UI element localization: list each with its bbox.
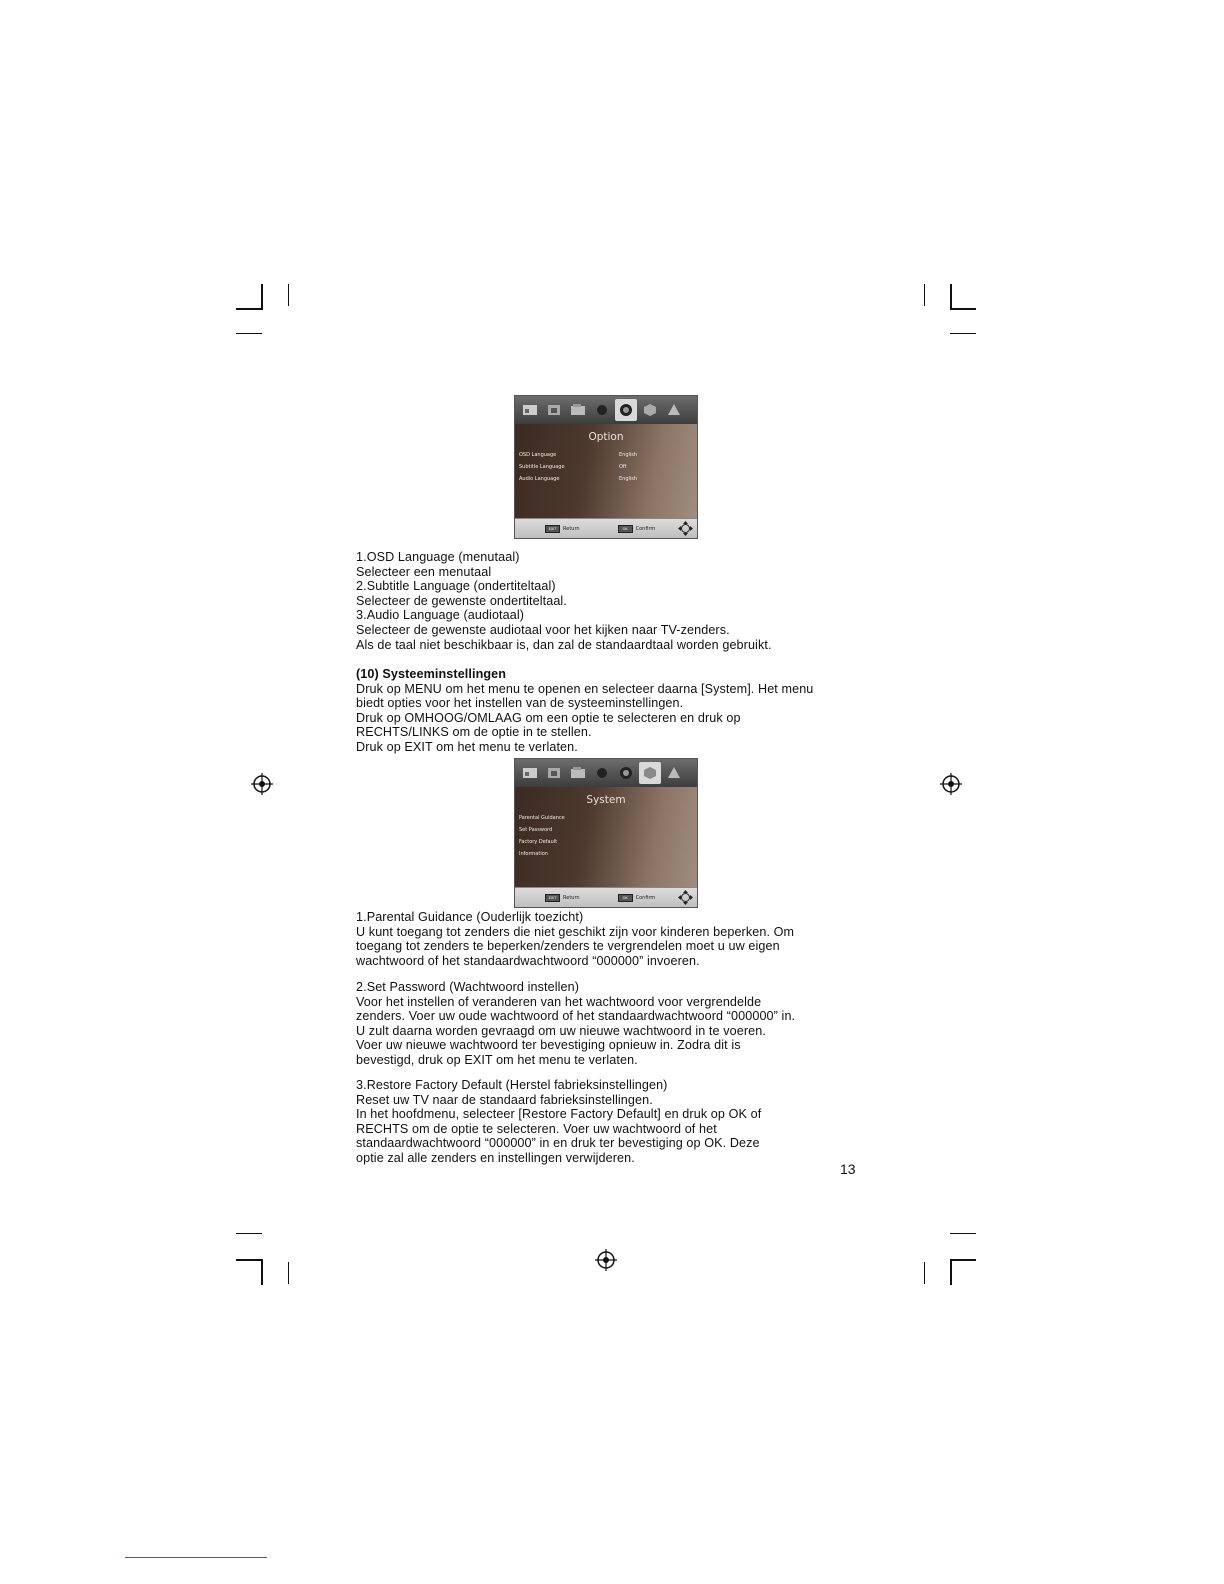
crop-mark bbox=[950, 1233, 976, 1234]
crop-mark bbox=[950, 333, 976, 334]
crop-mark bbox=[236, 333, 262, 334]
ok-key: OK bbox=[618, 525, 633, 533]
menu-rows bbox=[519, 449, 693, 485]
confirm-hint: Confirm bbox=[635, 525, 656, 532]
crop-mark bbox=[261, 284, 263, 310]
usb-icon bbox=[663, 399, 685, 421]
crop-mark bbox=[288, 1262, 289, 1284]
system-menu-screenshot bbox=[514, 758, 698, 908]
crop-mark bbox=[950, 308, 976, 310]
ok-key: OK bbox=[618, 894, 633, 902]
menu-row[interactable]: Subtitle Language Off bbox=[519, 464, 627, 470]
return-hint: Return bbox=[563, 525, 580, 532]
menu-hint-bar bbox=[515, 518, 697, 538]
crop-mark bbox=[950, 284, 952, 310]
footer-divider bbox=[125, 1557, 267, 1558]
crop-mark bbox=[236, 1233, 262, 1234]
navigation-arrows-icon bbox=[678, 890, 693, 905]
page-number: 13 bbox=[840, 1161, 856, 1177]
usb-icon bbox=[663, 762, 685, 784]
menu-title: System bbox=[586, 794, 626, 806]
option-menu-screenshot bbox=[514, 395, 698, 539]
tv-guide-icon bbox=[567, 762, 589, 784]
picture-icon bbox=[519, 762, 541, 784]
menu-row[interactable]: OSD Language English bbox=[519, 452, 638, 458]
registration-mark-icon bbox=[595, 1249, 617, 1271]
menu-row[interactable]: Information bbox=[519, 851, 548, 857]
menu-icon-bar bbox=[515, 759, 697, 787]
parental-guidance-text: 1.Parental Guidance (Ouderlijk toezicht) U kunt toegang tot zenders die niet geschikt zijn voor kinderen beperken. Om toegang tot zenders te beperken/zenders te vergrendelen moet u uw eigen wachtwoord of het standaardwachtwoord “000000” invoeren. bbox=[356, 910, 795, 968]
navigation-arrows-icon bbox=[678, 521, 693, 536]
menu-row[interactable]: Audio Language English bbox=[519, 476, 638, 482]
option-description: 1.OSD Language (menutaal) Selecteer een menutaal 2.Subtitle Language (ondertiteltaal) Selecteer de gewenste ondertiteltaal. 3.Audio Language (audiotaal) Selecteer de gewenste audiotaal voor het kijken naar TV-zenders. Als de taal niet beschikbaar is, dan zal de standaardtaal worden gebruikt. bbox=[356, 550, 772, 652]
menu-row[interactable]: Factory Default bbox=[519, 839, 558, 845]
system-icon bbox=[639, 762, 661, 784]
exit-key: EXIT bbox=[545, 525, 560, 533]
return-hint: Return bbox=[563, 894, 580, 901]
system-icon bbox=[639, 399, 661, 421]
set-password-text: 2.Set Password (Wachtwoord instellen) Voor het instellen of veranderen van het wachtwoord voor vergrendelde zenders. Voer uw oude wachtwoord of het standaardwachtwoord “000000” in. U zult daarna worden gevraagd om uw nieuwe wachtwoord in te voeren. Voer uw nieuwe wachtwoord ter bevestiging opnieuw in. Zodra dit is bevestigd, druk op EXIT om het menu te verlaten. bbox=[356, 980, 796, 1067]
crop-mark bbox=[236, 308, 262, 310]
tv-guide-icon bbox=[567, 399, 589, 421]
menu-title: Option bbox=[588, 431, 624, 443]
crop-mark bbox=[924, 1262, 925, 1284]
crop-mark bbox=[236, 1259, 262, 1261]
crop-mark bbox=[950, 1259, 952, 1285]
restore-factory-default-text: 3.Restore Factory Default (Herstel fabrieksinstellingen) Reset uw TV naar de standaard fabrieksinstellingen. In het hoofdmenu, selecteer [Restore Factory Default] en druk op OK of RECHTS om de optie te selecteren. Voer uw wachtwoord of het standaardwachtwoord “000000” in en druk ter bevestiging op OK. Deze optie zal alle zenders en instellingen verwijderen. bbox=[356, 1078, 762, 1165]
channel-icon bbox=[543, 762, 565, 784]
sound-icon bbox=[591, 399, 613, 421]
exit-key: EXIT bbox=[545, 894, 560, 902]
system-section: (10) Systeeminstellingen Druk op MENU om het menu te openen en selecteer daarna [System]. Het menu biedt opties voor het instellen van de systeeminstellingen. Druk op OMHOOG/OMLAAG om een optie te selecteren en druk op RECHTS/LINKS om de optie in te stellen. Druk op EXIT om het menu te verlaten. bbox=[356, 667, 866, 755]
menu-hint-bar bbox=[515, 887, 697, 907]
crop-mark bbox=[261, 1259, 263, 1285]
menu-row[interactable]: Parental Guidance bbox=[519, 815, 565, 821]
sound-icon bbox=[591, 762, 613, 784]
menu-rows bbox=[519, 812, 693, 860]
confirm-hint: Confirm bbox=[635, 894, 656, 901]
registration-mark-icon bbox=[940, 773, 962, 795]
registration-mark-icon bbox=[251, 773, 273, 795]
section-heading: (10) Systeeminstellingen bbox=[356, 667, 507, 681]
crop-mark bbox=[288, 284, 289, 306]
menu-row[interactable]: Set Password bbox=[519, 827, 553, 833]
option-icon bbox=[615, 399, 637, 421]
crop-mark bbox=[950, 1259, 976, 1261]
crop-mark bbox=[924, 284, 925, 306]
channel-icon bbox=[543, 399, 565, 421]
option-icon bbox=[615, 762, 637, 784]
menu-icon-bar bbox=[515, 396, 697, 424]
picture-icon bbox=[519, 399, 541, 421]
